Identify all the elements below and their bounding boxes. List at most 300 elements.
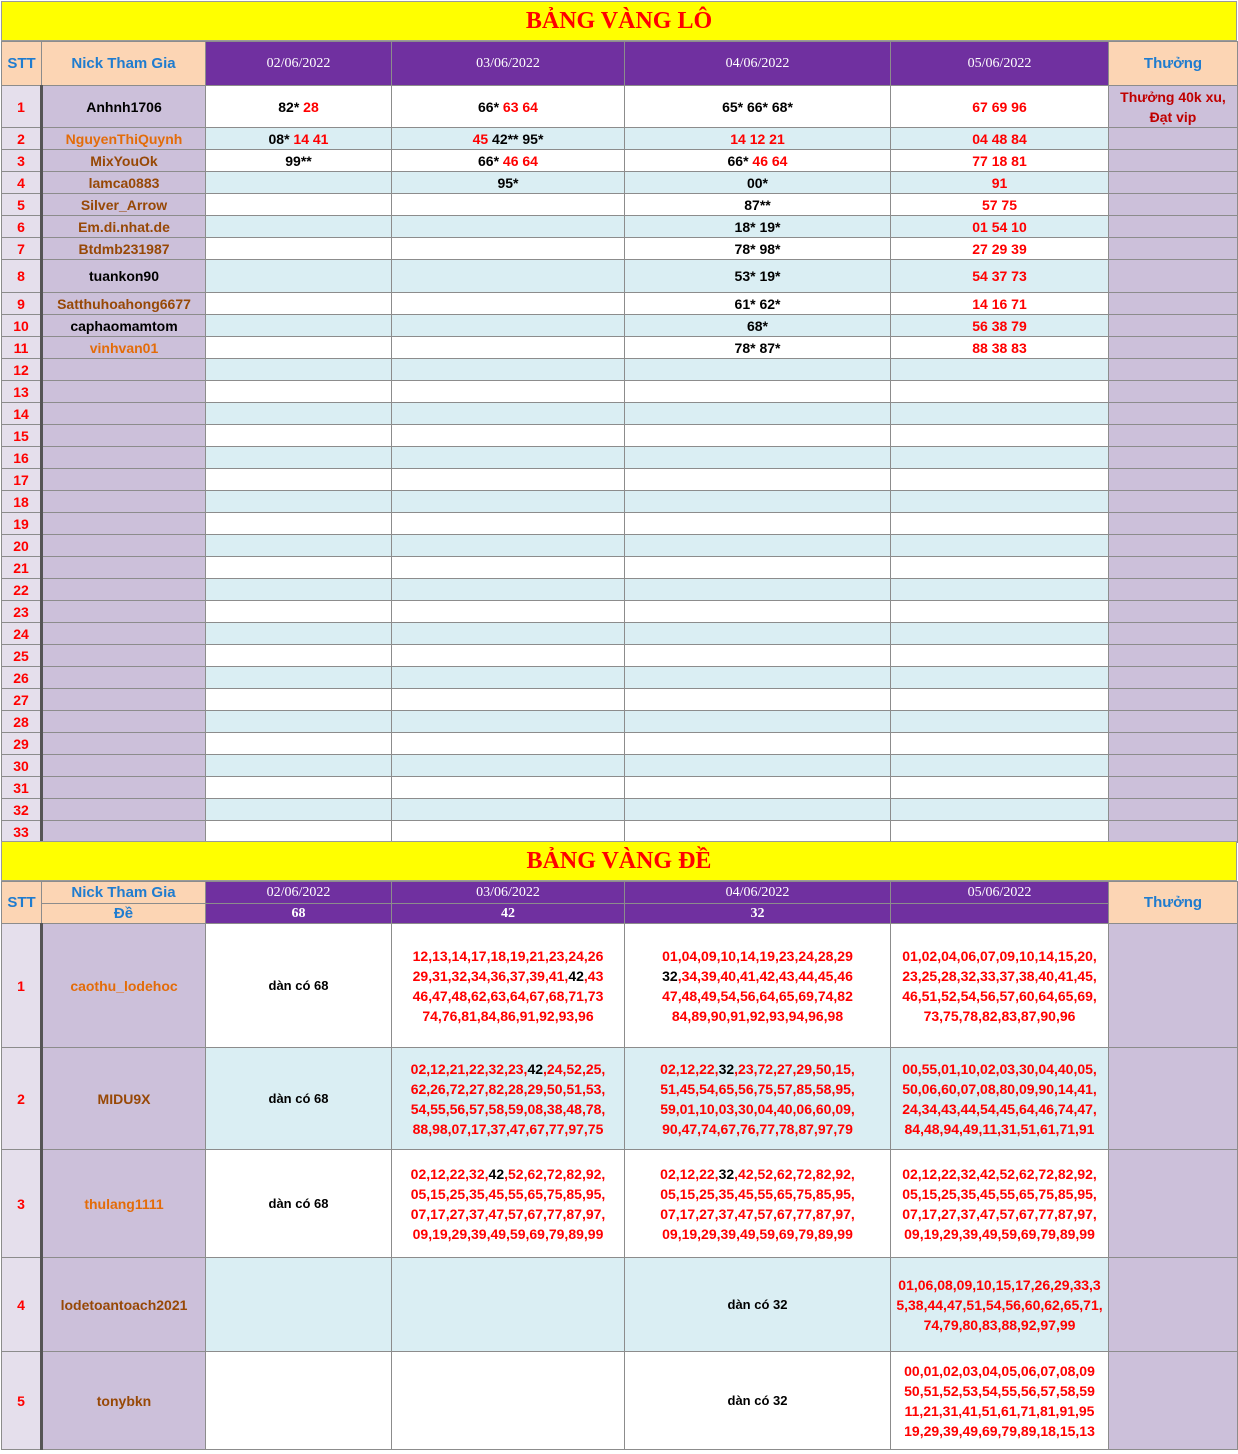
date-cell	[206, 238, 392, 260]
number-text: 73,75,78,82,83,87,90,96	[923, 1007, 1076, 1024]
nick-name	[42, 381, 206, 403]
number-text: 12,13,14,17,18,19,21,23,24,26	[412, 947, 604, 964]
nick-name	[42, 359, 206, 381]
reward-cell	[1109, 425, 1238, 447]
number-text: 87**	[744, 196, 771, 213]
number-text: 42	[488, 1165, 505, 1182]
number-text: 07,17,27,37,47,57,67,77,87,97,	[902, 1205, 1097, 1222]
number-text: 59,01,10,03,30,04,40,06,60,09,	[660, 1100, 855, 1117]
table-row	[2, 711, 1238, 733]
date-cell	[206, 623, 392, 645]
table-row	[2, 469, 1238, 491]
date-cell	[891, 755, 1109, 777]
date-cell	[625, 447, 891, 469]
date-cell	[392, 1258, 625, 1352]
nick-name	[42, 645, 206, 667]
date-cell	[392, 86, 625, 128]
date-cell	[392, 711, 625, 733]
header-date: 03/06/2022	[392, 42, 625, 86]
number-text: 66*	[478, 98, 500, 115]
date-cell	[891, 924, 1109, 1048]
number-text: 50,06,60,07,08,80,09,90,14,41,	[902, 1080, 1097, 1097]
number-line	[625, 1204, 890, 1224]
table-row	[2, 601, 1238, 623]
date-cell	[625, 403, 891, 425]
table-row	[2, 1352, 1238, 1450]
date-cell	[891, 1048, 1109, 1150]
header-stt: STT	[2, 42, 42, 86]
number-text: 07,17,27,37,47,57,67,77,87,97,	[660, 1205, 855, 1222]
number-text: 04 48 84	[972, 130, 1027, 147]
date-cell	[625, 425, 891, 447]
date-cell	[891, 557, 1109, 579]
reward-cell	[1109, 194, 1238, 216]
number-text: 74,79,80,83,88,92,97,99	[923, 1316, 1076, 1333]
nick-name	[42, 579, 206, 601]
row-number: 5	[2, 194, 42, 216]
date-cell	[206, 86, 392, 128]
date-cell	[392, 469, 625, 491]
nick-name: Btdmb231987	[42, 238, 206, 260]
reward-cell	[1109, 1258, 1238, 1352]
number-text: 50,51,52,53,54,55,56,57,58,59	[904, 1382, 1095, 1399]
number-line	[392, 1204, 624, 1224]
number-text: 00,55,01,10,02,03,30,04,40,05,	[902, 1060, 1097, 1077]
nick-name	[42, 755, 206, 777]
date-cell	[392, 447, 625, 469]
date-cell	[625, 194, 891, 216]
number-text: 23,25,28,32,33,37,38,40,41,45,	[902, 967, 1097, 984]
row-number: 9	[2, 293, 42, 315]
table-row	[2, 689, 1238, 711]
dan-note: dàn có 68	[268, 978, 329, 993]
reward-cell	[1109, 601, 1238, 623]
number-line	[625, 946, 890, 966]
date-cell	[625, 601, 891, 623]
date-cell	[891, 315, 1109, 337]
row-number: 7	[2, 238, 42, 260]
date-cell	[891, 86, 1109, 128]
nick-name: tuankon90	[42, 260, 206, 293]
number-text: 84,89,90,91,92,93,94,96,98	[671, 1007, 844, 1024]
date-cell	[206, 557, 392, 579]
number-line	[625, 1059, 890, 1079]
number-text: 77 18 81	[972, 152, 1027, 169]
number-text: 09,19,29,39,49,59,69,79,89,99	[412, 1225, 604, 1242]
date-cell	[891, 733, 1109, 755]
row-number: 27	[2, 689, 42, 711]
date-cell	[392, 535, 625, 557]
dan-note: dàn có 68	[268, 1091, 329, 1106]
nick-name	[42, 821, 206, 843]
date-cell	[891, 425, 1109, 447]
date-cell	[206, 711, 392, 733]
reward-cell	[1109, 755, 1238, 777]
reward-cell	[1109, 260, 1238, 293]
row-number: 1	[2, 924, 42, 1048]
table-row	[2, 733, 1238, 755]
date-cell	[891, 469, 1109, 491]
dan-note: dàn có 32	[727, 1393, 788, 1408]
table-row	[2, 667, 1238, 689]
nick-name: NguyenThiQuynh	[42, 128, 206, 150]
date-cell	[891, 1150, 1109, 1258]
lo-table	[1, 41, 1238, 843]
date-cell	[891, 381, 1109, 403]
row-number: 33	[2, 821, 42, 843]
number-text: 84,48,94,49,11,31,51,61,71,91	[904, 1120, 1095, 1137]
number-text: 02,12,22,	[660, 1165, 719, 1182]
reward-cell	[1109, 128, 1238, 150]
date-cell	[206, 1258, 392, 1352]
number-text: 88 38 83	[972, 339, 1027, 356]
number-text: ,24,52,25,	[543, 1060, 606, 1077]
date-cell	[206, 403, 392, 425]
table-row	[2, 1150, 1238, 1258]
number-line	[392, 966, 624, 986]
table-row	[2, 381, 1238, 403]
date-cell	[625, 799, 891, 821]
table-row	[2, 924, 1238, 1048]
date-cell	[891, 128, 1109, 150]
date-cell	[206, 469, 392, 491]
date-cell	[392, 645, 625, 667]
header-de: Đề	[42, 904, 206, 924]
date-cell	[891, 150, 1109, 172]
reward-cell	[1109, 557, 1238, 579]
number-text: 07,17,27,37,47,57,67,77,87,97,	[410, 1205, 606, 1222]
header-date: 04/06/2022	[625, 882, 891, 904]
header-date: 03/06/2022	[392, 882, 625, 904]
number-text: ,52,62,72,82,92,	[504, 1165, 606, 1182]
de-title: BẢNG VÀNG ĐỀ	[1, 841, 1237, 881]
result-value: 42	[392, 904, 625, 924]
date-cell	[625, 1150, 891, 1258]
row-number: 11	[2, 337, 42, 359]
number-text: 62,26,72,27,82,28,29,50,51,53,	[410, 1080, 606, 1097]
date-cell	[891, 799, 1109, 821]
date-cell	[392, 1048, 625, 1150]
number-text: 5,38,44,47,51,54,56,60,62,65,71,	[896, 1296, 1103, 1313]
date-cell	[625, 1352, 891, 1450]
number-text: 01,04,09,10,14,19,23,24,28,29	[662, 947, 853, 964]
number-line	[891, 1184, 1108, 1204]
row-number: 28	[2, 711, 42, 733]
date-cell	[891, 337, 1109, 359]
row-number: 29	[2, 733, 42, 755]
date-cell	[206, 337, 392, 359]
date-cell	[625, 711, 891, 733]
row-number: 16	[2, 447, 42, 469]
reward-cell	[1109, 733, 1238, 755]
number-line	[891, 1099, 1108, 1119]
header-thuong: Thưởng	[1109, 42, 1238, 86]
nick-name	[42, 777, 206, 799]
date-cell	[392, 403, 625, 425]
number-line	[891, 986, 1108, 1006]
date-cell	[891, 777, 1109, 799]
reward-cell	[1109, 623, 1238, 645]
reward-cell: Thưởng 40k xu, Đạt vip	[1109, 86, 1238, 128]
number-line	[891, 1119, 1108, 1139]
table-row	[2, 1258, 1238, 1352]
reward-cell	[1109, 491, 1238, 513]
table-row	[2, 645, 1238, 667]
header-date: 05/06/2022	[891, 882, 1109, 904]
date-cell	[392, 623, 625, 645]
date-cell	[891, 359, 1109, 381]
number-line	[891, 1059, 1108, 1079]
number-line	[625, 1164, 890, 1184]
number-line	[891, 1381, 1108, 1401]
reward-cell	[1109, 689, 1238, 711]
number-text: 46 64	[748, 152, 788, 169]
number-text: 11,21,31,41,51,61,71,81,91,95	[904, 1402, 1095, 1419]
number-text: ,23,72,27,29,50,15,	[734, 1060, 855, 1077]
date-cell	[625, 557, 891, 579]
number-text: 91	[991, 174, 1008, 191]
nick-name	[42, 623, 206, 645]
reward-cell	[1109, 924, 1238, 1048]
number-text: 02,12,22,32,42,52,62,72,82,92,	[902, 1165, 1097, 1182]
date-cell	[206, 733, 392, 755]
date-cell	[891, 238, 1109, 260]
row-number: 31	[2, 777, 42, 799]
date-cell	[625, 535, 891, 557]
date-cell	[891, 216, 1109, 238]
row-number: 2	[2, 1048, 42, 1150]
row-number: 24	[2, 623, 42, 645]
number-text: 32	[718, 1165, 735, 1182]
date-cell	[392, 755, 625, 777]
number-line	[392, 1164, 624, 1184]
nick-name: Em.di.nhat.de	[42, 216, 206, 238]
date-cell	[625, 86, 891, 128]
date-cell	[392, 359, 625, 381]
result-value: 68	[206, 904, 392, 924]
number-text: 09,19,29,39,49,59,69,79,89,99	[904, 1225, 1095, 1242]
table-row	[2, 535, 1238, 557]
date-cell	[206, 1048, 392, 1150]
header-stt: STT	[2, 882, 42, 924]
date-cell	[891, 821, 1109, 843]
number-text: 14 41	[289, 130, 329, 147]
date-cell	[392, 689, 625, 711]
number-line	[625, 1119, 890, 1139]
number-line	[891, 1401, 1108, 1421]
row-number: 23	[2, 601, 42, 623]
date-cell	[625, 1048, 891, 1150]
table-row	[2, 557, 1238, 579]
table-row	[2, 359, 1238, 381]
number-text: 66*	[478, 152, 500, 169]
date-cell	[891, 1258, 1109, 1352]
date-cell	[891, 645, 1109, 667]
date-cell	[625, 689, 891, 711]
date-cell	[206, 755, 392, 777]
row-number: 10	[2, 315, 42, 337]
number-line	[891, 946, 1108, 966]
reward-cell	[1109, 821, 1238, 843]
number-text: 00,01,02,03,04,05,06,07,08,09	[904, 1362, 1095, 1379]
table-row	[2, 447, 1238, 469]
date-cell	[625, 513, 891, 535]
date-cell	[392, 238, 625, 260]
table-row	[2, 260, 1238, 293]
number-text: 47,48,49,54,56,64,65,69,74,82	[662, 987, 853, 1004]
reward-cell	[1109, 579, 1238, 601]
date-cell	[625, 128, 891, 150]
row-number: 3	[2, 150, 42, 172]
number-text: 54 37 73	[972, 268, 1027, 284]
date-cell	[891, 513, 1109, 535]
number-text: 88,98,07,17,37,47,67,77,97,75	[412, 1120, 604, 1137]
date-cell	[392, 1352, 625, 1450]
number-line	[625, 1099, 890, 1119]
number-line	[891, 1421, 1108, 1441]
number-text: ,43	[583, 967, 604, 984]
number-text: 45	[472, 130, 489, 147]
date-cell	[891, 293, 1109, 315]
number-text: 05,15,25,35,45,55,65,75,85,95,	[902, 1185, 1097, 1202]
number-text: 14 16 71	[972, 295, 1027, 312]
number-text: 63 64	[499, 98, 538, 115]
date-cell	[392, 293, 625, 315]
lo-title: BẢNG VÀNG LÔ	[1, 1, 1237, 41]
dan-note: dàn có 32	[727, 1297, 788, 1312]
row-number: 17	[2, 469, 42, 491]
nick-name: lamca0883	[42, 172, 206, 194]
table-row	[2, 821, 1238, 843]
row-number: 15	[2, 425, 42, 447]
row-number: 25	[2, 645, 42, 667]
header-date: 04/06/2022	[625, 42, 891, 86]
reward-cell	[1109, 447, 1238, 469]
row-number: 21	[2, 557, 42, 579]
nick-name	[42, 535, 206, 557]
number-line	[891, 1295, 1108, 1315]
date-cell	[206, 645, 392, 667]
date-cell	[392, 491, 625, 513]
date-cell	[392, 425, 625, 447]
table-row	[2, 425, 1238, 447]
date-cell	[891, 689, 1109, 711]
date-cell	[392, 667, 625, 689]
date-cell	[625, 469, 891, 491]
table-row	[2, 150, 1238, 172]
number-line	[625, 1224, 890, 1244]
table-row	[2, 579, 1238, 601]
number-text: 01,02,04,06,07,09,10,14,15,20,	[902, 947, 1097, 964]
date-cell	[891, 260, 1109, 293]
header-date: 02/06/2022	[206, 882, 392, 904]
reward-cell	[1109, 711, 1238, 733]
date-cell	[625, 821, 891, 843]
date-cell	[392, 315, 625, 337]
table-row	[2, 216, 1238, 238]
number-text: 00*	[746, 174, 769, 191]
table-row	[2, 491, 1238, 513]
number-text: 78* 87*	[734, 339, 781, 356]
reward-cell	[1109, 469, 1238, 491]
date-cell	[891, 535, 1109, 557]
reward-cell	[1109, 381, 1238, 403]
number-text: 02,12,21,22,32,23,	[410, 1060, 528, 1077]
row-number: 18	[2, 491, 42, 513]
nick-name	[42, 425, 206, 447]
nick-name: thulang1111	[42, 1150, 206, 1258]
number-text: 57 75	[981, 196, 1018, 213]
number-line	[392, 1079, 624, 1099]
number-line	[392, 1184, 624, 1204]
reward-cell	[1109, 172, 1238, 194]
nick-name	[42, 689, 206, 711]
number-text: 53* 19*	[734, 268, 781, 284]
date-cell	[206, 689, 392, 711]
nick-name: caphaomamtom	[42, 315, 206, 337]
date-cell	[891, 667, 1109, 689]
date-cell	[392, 172, 625, 194]
date-cell	[206, 359, 392, 381]
date-cell	[206, 821, 392, 843]
number-line	[891, 1315, 1108, 1335]
number-text: 66*	[727, 152, 749, 169]
date-cell	[625, 1258, 891, 1352]
date-cell	[625, 172, 891, 194]
number-text: 42** 95*	[488, 130, 544, 147]
row-number: 19	[2, 513, 42, 535]
date-cell	[625, 293, 891, 315]
header-date: 05/06/2022	[891, 42, 1109, 86]
number-text: 65* 66* 68*	[722, 98, 793, 115]
number-text: 01,06,08,09,10,15,17,26,29,33,3	[898, 1276, 1101, 1293]
date-cell	[891, 579, 1109, 601]
nick-name	[42, 447, 206, 469]
de-table	[1, 881, 1238, 1450]
number-line	[392, 986, 624, 1006]
reward-cell	[1109, 667, 1238, 689]
nick-name	[42, 601, 206, 623]
date-cell	[206, 381, 392, 403]
reward-cell	[1109, 216, 1238, 238]
number-line	[891, 1361, 1108, 1381]
number-text: 42	[527, 1060, 544, 1077]
date-cell	[392, 150, 625, 172]
number-line	[625, 1184, 890, 1204]
date-cell	[392, 216, 625, 238]
date-cell	[625, 924, 891, 1048]
date-cell	[206, 535, 392, 557]
number-text: 67 69 96	[972, 98, 1027, 115]
date-cell	[625, 755, 891, 777]
number-line	[625, 966, 890, 986]
date-cell	[625, 667, 891, 689]
number-text: 46,51,52,54,56,57,60,64,65,69,	[902, 987, 1097, 1004]
date-cell	[206, 667, 392, 689]
number-text: 05,15,25,35,45,55,65,75,85,95,	[410, 1185, 606, 1202]
number-text: 05,15,25,35,45,55,65,75,85,95,	[660, 1185, 855, 1202]
nick-name	[42, 557, 206, 579]
number-text: 46,47,48,62,63,64,67,68,71,73	[412, 987, 604, 1004]
row-number: 1	[2, 86, 42, 128]
number-text: 08*	[268, 130, 290, 147]
date-cell	[891, 601, 1109, 623]
header-date: 02/06/2022	[206, 42, 392, 86]
date-cell	[392, 381, 625, 403]
date-cell	[206, 924, 392, 1048]
number-line	[891, 1006, 1108, 1026]
row-number: 22	[2, 579, 42, 601]
